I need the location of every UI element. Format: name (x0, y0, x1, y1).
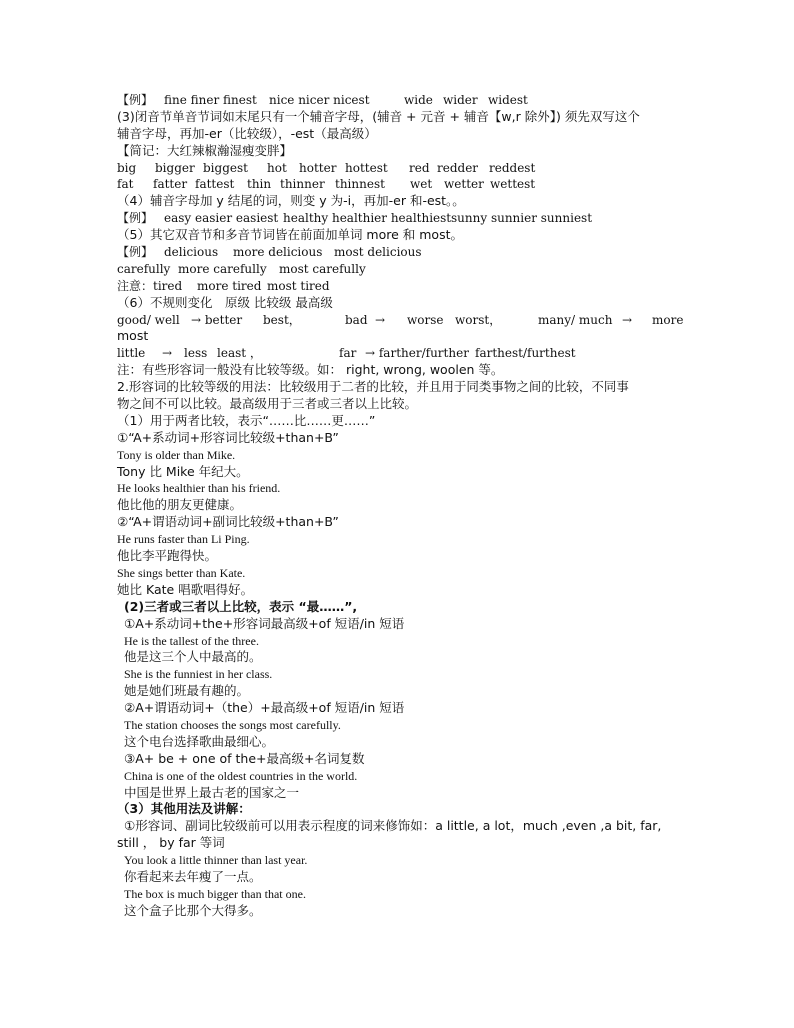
text-segment: redder (437, 160, 479, 175)
text-line (117, 430, 682, 447)
text-line (117, 818, 682, 835)
text-line (117, 886, 682, 903)
text-segment: → (162, 346, 173, 361)
text-line (117, 666, 682, 683)
text-content: She sings better than Kate. (117, 565, 246, 580)
text-line (117, 345, 682, 362)
text-segment: nice nicer nicest (269, 93, 370, 107)
text-segment: fattest (195, 177, 235, 192)
text-line (117, 379, 682, 396)
text-segment: → better (191, 312, 243, 327)
text-line (117, 717, 682, 734)
text-content: （6）不规则变化 原级 比较级 最高级 (117, 294, 333, 310)
text-segment: more delicious (233, 245, 323, 260)
text-segment: far (339, 346, 357, 361)
text-content: 2.形容词的比较等级的用法：比较级用于二者的比较，并且用于同类事物之间的比较，不同事 (117, 379, 629, 395)
text-content: ②“A+谓语动词+副词比较级+than+B” (117, 514, 339, 530)
text-content: （5）其它双音节和多音节词皆在前面加单词 more 和 most。 (117, 227, 463, 243)
text-content: 他是这三个人中最高的。 (124, 649, 262, 665)
text-content: She is the funniest in her class. (124, 667, 273, 682)
text-content: ②A+谓语动词+（the）+最高级+of 短语/in 短语 (124, 700, 405, 716)
text-content: 你看起来去年瘦了一点。 (124, 868, 262, 884)
text-line (117, 244, 682, 261)
text-line (117, 176, 682, 193)
text-content: (3)闭音节单音节词如末尾只有一个辅音字母，(辅音 + 元音 + 辅音【w,r 除外】) 须先双写这个 (117, 108, 640, 124)
text-line (117, 362, 682, 379)
text-line (117, 160, 682, 177)
text-segment: good/ well (117, 312, 180, 327)
text-line (117, 295, 682, 312)
text-line (117, 582, 682, 599)
text-segment: most tired (267, 278, 330, 293)
text-line (117, 92, 682, 109)
text-segment: bigger (155, 160, 195, 175)
text-segment: less (184, 346, 208, 361)
text-content: ①形容词、副词比较级前可以用表示程度的词来修饰如：a little, a lot，much ,even ,a bit, far, (124, 818, 662, 834)
text-content: He is the tallest of the three. (124, 633, 259, 648)
text-content: 注：有些形容词一般没有比较等级。如： right, wrong, woolen 等。 (117, 362, 504, 378)
text-line (117, 903, 682, 920)
text-segment: worst， (455, 312, 502, 327)
text-segment: → farther/further (365, 346, 469, 361)
text-line (117, 193, 682, 210)
text-content: （3）其他用法及讲解： (117, 801, 251, 817)
text-line (117, 413, 682, 430)
text-segment: hot (267, 160, 287, 175)
text-line (117, 599, 682, 616)
text-line (117, 514, 682, 531)
text-content: (2)三者或三者以上比较，表示 “最……”, (124, 598, 358, 614)
text-line (117, 768, 682, 785)
text-line (117, 734, 682, 751)
text-line (117, 227, 682, 244)
text-content: 她比 Kate 唱歌唱得好。 (117, 581, 254, 597)
text-line (117, 785, 682, 802)
text-line (117, 126, 682, 143)
text-segment: wet (410, 177, 433, 192)
text-segment: delicious (164, 245, 219, 260)
text-content: ①“A+系动词+形容词比较级+than+B” (117, 429, 339, 445)
text-line (117, 751, 682, 768)
text-segment: sunny sunnier sunniest (451, 211, 593, 226)
text-line (117, 312, 682, 329)
text-segment: hottest (345, 160, 388, 175)
text-segment: hotter (299, 160, 337, 175)
text-content: （4）辅音字母加 y 结尾的词，则变 y 为-i，再加-er 和-est。。 (117, 193, 465, 209)
text-line (117, 497, 682, 514)
text-segment: red (409, 160, 430, 175)
text-segment: worse (407, 312, 444, 327)
text-segment: more carefully (178, 261, 267, 276)
text-line (117, 649, 682, 666)
text-content: still ， by far 等词 (117, 835, 225, 851)
text-line (117, 278, 682, 295)
text-line (117, 210, 682, 227)
text-content: Tony 比 Mike 年纪大。 (117, 463, 249, 479)
text-content: most (117, 328, 149, 344)
text-line (117, 835, 682, 852)
text-content: China is one of the oldest countries in the world. (124, 768, 358, 783)
text-segment: more tired (197, 278, 262, 293)
text-segment: 【例】 (117, 245, 154, 260)
text-content: 这个电台选择歌曲最细心。 (124, 733, 275, 749)
text-line (117, 109, 682, 126)
document-page (117, 92, 682, 920)
text-segment: carefully (117, 261, 171, 276)
text-line (117, 447, 682, 464)
text-line (117, 852, 682, 869)
text-line (117, 531, 682, 548)
text-content: 物之间不可以比较。最高级用于三者或三者以上比较。 (117, 396, 418, 412)
text-content: The station chooses the songs most carefully. (124, 717, 341, 732)
text-segment: thinnest (335, 177, 385, 192)
text-line (117, 464, 682, 481)
text-line (117, 261, 682, 278)
text-segment: → (622, 312, 633, 327)
text-line (117, 616, 682, 633)
text-segment: 注意：tired (117, 278, 183, 293)
text-content: 这个盒子比那个大得多。 (124, 902, 262, 918)
text-segment: healthy healthier healthiest (283, 211, 452, 226)
text-line (117, 801, 682, 818)
text-content: 中国是世界上最古老的国家之一 (124, 784, 300, 800)
text-segment: reddest (489, 160, 536, 175)
text-content: Tony is older than Mike. (117, 447, 236, 462)
text-segment: wider (443, 93, 478, 107)
text-segment: fine finer finest (164, 93, 257, 107)
text-line (117, 143, 682, 160)
text-content: （1）用于两者比较，表示“……比……更……” (117, 412, 376, 428)
text-content: 辅音字母，再加-er（比较级），-est（最高级） (117, 125, 377, 141)
text-segment: big (117, 160, 137, 175)
text-content: 【简记：大红辣椒瀚湿瘦变胖】 (117, 142, 293, 158)
text-line (117, 548, 682, 565)
text-content: He looks healthier than his friend. (117, 481, 281, 496)
text-segment: many/ much (538, 312, 613, 327)
text-content: 他比李平跑得快。 (117, 548, 218, 564)
text-content: He runs faster than Li Ping. (117, 532, 250, 547)
text-content: 他比他的朋友更健康。 (117, 497, 243, 513)
text-line (117, 480, 682, 497)
text-content: You look a little thinner than last year. (124, 853, 308, 868)
text-segment: fatter (153, 177, 188, 192)
text-segment: wetter (444, 177, 484, 192)
text-content: ①A+系动词+the+形容词最高级+of 短语/in 短语 (124, 615, 405, 631)
text-segment: thinner (280, 177, 325, 192)
text-segment: 【例】 (117, 211, 154, 226)
text-segment: most carefully (279, 261, 366, 276)
text-segment: easy easier easiest (164, 211, 279, 226)
text-line (117, 683, 682, 700)
text-segment: widest (488, 93, 528, 107)
text-line (117, 700, 682, 717)
text-segment: fat (117, 177, 134, 192)
text-segment: bad (345, 312, 368, 327)
text-segment: farthest/furthest (475, 346, 576, 361)
text-line (117, 328, 682, 345)
text-segment: most delicious (334, 245, 422, 260)
text-segment: thin (247, 177, 272, 192)
text-segment: best， (263, 312, 301, 327)
text-line (117, 396, 682, 413)
text-content: 她是她们班最有趣的。 (124, 683, 250, 699)
text-line (117, 869, 682, 886)
text-segment: little (117, 346, 146, 361)
text-segment: wide (404, 93, 433, 107)
text-segment: → (375, 312, 386, 327)
text-line (117, 565, 682, 582)
text-segment: wettest (490, 177, 536, 192)
text-line (117, 633, 682, 650)
text-segment: least ， (217, 346, 262, 361)
text-segment: more (652, 312, 684, 327)
text-segment: biggest (203, 160, 248, 175)
text-segment: 【例】 (117, 93, 154, 107)
text-content: ③A+ be + one of the+最高级+名词复数 (124, 750, 365, 766)
text-content: The box is much bigger than that one. (124, 886, 306, 901)
